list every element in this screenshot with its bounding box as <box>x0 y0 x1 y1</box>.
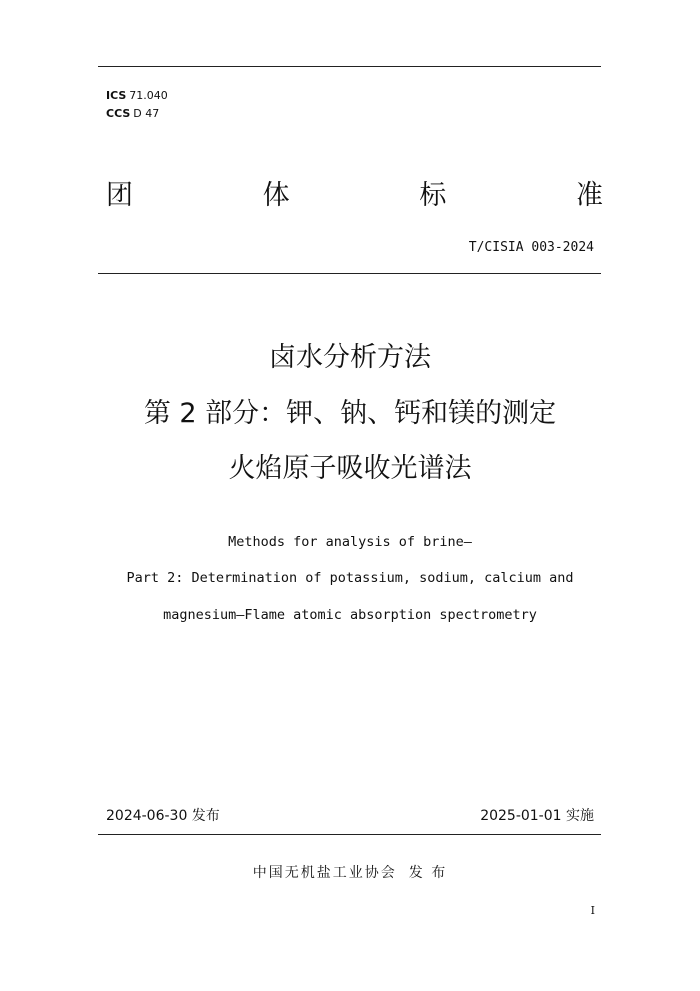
header-rule <box>98 273 601 274</box>
page-number: I <box>590 904 595 917</box>
title-cn-line1: 卤水分析方法 <box>269 342 431 373</box>
footer-rule <box>98 834 601 835</box>
ics-code: ICS 71.040 <box>106 89 168 102</box>
standard-type-char: 标 <box>419 180 447 211</box>
implement-date: 2025-01-01 实施 <box>480 808 594 824</box>
top-rule <box>98 66 601 67</box>
standard-type-heading <box>106 176 603 216</box>
standard-code: T/CISIA 003-2024 <box>468 240 594 255</box>
standard-type-char: 体 <box>262 180 290 211</box>
publish-date: 2024-06-30 发布 <box>106 808 220 824</box>
title-cn-line3: 火焰原子吸收光谱法 <box>228 453 472 484</box>
classification-codes <box>106 87 168 123</box>
title-en-line2: Part 2: Determination of potassium, sodium, calcium and <box>126 570 574 586</box>
standard-type-char: 团 <box>106 180 133 211</box>
title-en-line3: magnesium—Flame atomic absorption spectrometry <box>163 607 537 623</box>
title-en-line1: Methods for analysis of brine— <box>228 534 472 550</box>
standard-type-char: 准 <box>575 180 603 211</box>
title-cn-line2: 第 2 部分：钾、钠、钙和镁的测定 <box>143 398 557 429</box>
publisher-action: 发 布 <box>408 865 448 881</box>
publisher-name: 中国无机盐工业协会 <box>252 865 397 881</box>
ccs-code: CCS D 47 <box>106 107 160 120</box>
publisher <box>0 862 700 882</box>
